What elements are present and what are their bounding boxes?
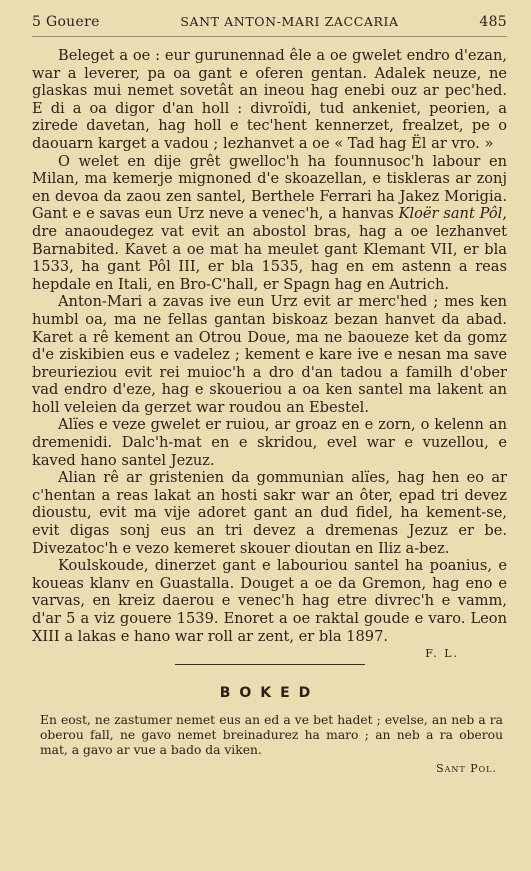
header-rule (32, 36, 507, 37)
page-number: 485 (479, 14, 507, 30)
section-signature: Sant Pol. (436, 762, 497, 776)
paragraph-6: Koulskoude, dinerzet gant e labouriou santel ha poanius, e koueas klanv en Guastalla. Douget a oe da Gremon, hag eno e varvas, en kreiz daerou e venec'h hag etre divrec'h e vamm, d'ar 5 a viz gouere 1539. Enoret a oe raktal goude e varo. Leon XIII a lakas e hano war roll ar zent, er bla 1897. (32, 557, 507, 645)
running-title: SANT ANTON-MARI ZACCARIA (180, 14, 399, 29)
article-signature: F. L. (425, 647, 459, 661)
section-text: En eost, ne zastumer nemet eus an ed a ve bet hadet ; evelse, an neb a ra oberou fall, ne gavo nemet breinadurez ha maro ; an neb a ra oberou mat, a gavo ar vue a bado da viken. (40, 713, 503, 758)
section-title: BOKED (219, 685, 320, 702)
section-text-block (32, 713, 507, 758)
paragraph-1: Beleget a oe : eur gurunennad êle a oe gwelet endro d'ezan, war a leverer, pa oa gant e oferen gentan. Adalek neuze, ne glaskas mui nemet sovetât an ineou hag enebi ouz ar pec'hed. E di a oa digor d'an holl : divroïdi, tud ankeniet, peorien, a zirede davetan, hag holl e tec'hent kennerzet, frealzet, pe o daouarn karget a vadou ; lezhanvet a oe « Tad hag Ël ar vro. » (32, 47, 507, 152)
paragraph-3: Anton-Mari a zavas ive eun Urz evit ar merc'hed ; mes ken humbl oa, ma ne fellas gantan biskoaz bezan hanvet da abad. Karet a rê kement an Otrou Doue, ma ne baoueze ket da gomz d'e ziskibien eus e vadelez ; kement e kare ive e nesan ma save breurieziou evit rei muioc'h a dro d'an tadou a familh d'ober vad endro d'eze, hag e skoueriou a oa ken santel ma lakent an holl veleien da gerzet war roudou an Ebestel. (32, 293, 507, 416)
paragraph-5: Alian rê ar gristenien da gommunian alïes, hag hen eo ar c'hentan a reas lakat an hosti sakr war an ôter, epad tri devez dioustu, evit ma vije adoret gant an dud fidel, ha kement-se, evit digas sonj eus an tri devez a dremenas Jezuz er be. Divezatoc'h e vezo kemeret skouer dioutan en Iliz a-bez. (32, 469, 507, 557)
page-header (32, 14, 507, 30)
paragraph-2-text: O welet en dije grêt gwelloc'h ha founnusoc'h labour en Milan, ma kemerje mignoned d'e skoazellan, e tiskleras ar zonj en devoa da zaou zen santel, Berthele Ferrari ha Jakez Morigia. Gant e e savas eun Urz neve a venec'h, a hanvas (32, 152, 507, 223)
paragraph-2-text-end: , dre anaoudegez vat evit an abostol bras, hag a oe lezhanvet Barnabited. Kavet a oe mat ha meulet gant Klemant VII, er bla 1533, ha gant Pôl III, er bla 1535, hag en em astenn a reas hepdale en Itali, en Bro-C'hall, er Spagn hag en Autrich. (32, 205, 507, 293)
paragraph-2 (32, 153, 507, 294)
section-divider (175, 664, 365, 665)
article-body (32, 47, 507, 645)
paragraph-4: Alïes e veze gwelet er ruiou, ar groaz en e zorn, o kelenn an dremenidi. Dalc'h-mat en e skridou, evel war e vuzellou, e kaved hano santel Jezuz. (32, 416, 507, 469)
header-left: 5 Gouere (32, 14, 100, 30)
paragraph-2-italic: Kloër sant Pôl (398, 205, 503, 223)
